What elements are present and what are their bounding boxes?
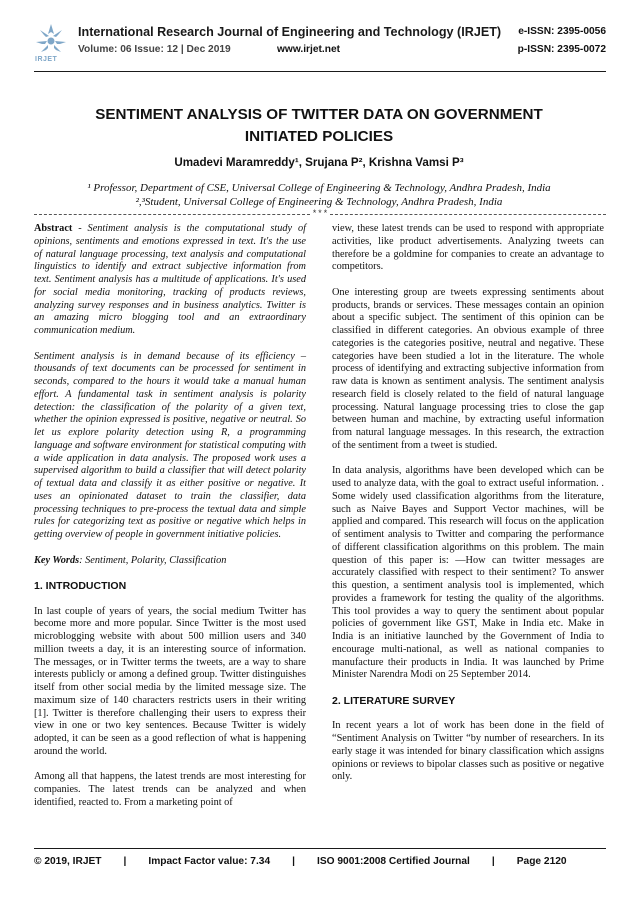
logo-wordmark: IRJET [35, 56, 58, 63]
abstract-paragraph [34, 223, 306, 338]
body-paragraph-2: One interesting group are tweets expressing sentiments about products, brands or services. These messages contain an opinion about a specific subject. The sentiment of this opinion can be classified in different categories. An obvious example of three categories is the categories positive, neutral and negative. These categories have been studied a lot in the literature. The whole process of identifying and extracting subjective information from raw data is known as sentiment analysis. The sentiment analysis research field is closely related to the field of natural language processing. Natural language processing tries to close the gap between human and machine, by extracting useful information from natural language messages. In this research, the extraction of the sentiment from a tweet is studied. [332, 286, 604, 451]
separator-dash-right [330, 214, 606, 215]
pissn: p-ISSN: 2395-0072 [517, 44, 606, 55]
footer-copyright: © 2019, IRJET [34, 856, 102, 867]
abstract-label: Abstract [34, 223, 73, 234]
footer-separator: | [491, 856, 495, 867]
keywords [34, 555, 306, 568]
footer-impact-factor: Impact Factor value: 7.34 [148, 856, 271, 867]
section-separator [34, 210, 606, 219]
right-column [332, 223, 604, 797]
body-paragraph-4: In recent years a lot of work has been done in the field of “Sentiment Analysis on Twitter “by number of researchers. In its early stage it was intended for binary classification which assigns opinions or reviews to bipolar classes such as positive or negative only. [332, 720, 604, 783]
keywords-text: : Sentiment, Polarity, Classification [79, 554, 227, 566]
abstract-paragraph-2: Sentiment analysis is in demand because of its efficiency – thousands of text documents can be processed for sentiment in seconds, compared to the hours it would take a manual human effort. A fundamental task in sentiment analysis is polarity detection: the classification of the polarity of a given text, whether the opinion expressed is positive, negative or neutral. So let us explore polarity detection using R, a programming language and software environment for statistical computing with a wide application in data analysis. The proposed work uses a supervised algorithm to build a classifier that will detect polarity of textual data and classify it as either positive or negative. It uses an opinionated dataset to train the classifier, data processing techniques to pre-process the textual data and simple rules for categorizing text as positive or negative which helps in getting overview of people in government initiative policies. [34, 350, 306, 540]
body-paragraph-3: In data analysis, algorithms have been developed which can be used to analyze data, with the goal to extract useful information. . Some widely used classification algorithms from the literature, such as Naive Bayes and Support Vector machines, will be applied and compared. This research will focus on the application of sentiment analysis to Twitter and comparing the performance of different classification algorithms on this problem. The main question of this paper is: —How can twitter messages are accurately classified with respect to their sentiment? To answer this question, a sentiment analysis tool is implemented, which provides a framework for testing the quality of the algorithms. This tool provides a way to query the sentiment about popular policies of government like GST, Make in India etc. Make in India is an initiative launched by the Government of India to encourage multi-national, as well as national companies to manufacture their products in India. It was launched by Prime Minister Narendra Modi on 25 September 2014. [332, 465, 604, 681]
footer-rule [34, 848, 606, 849]
paper-title-line1: SENTIMENT ANALYSIS OF TWITTER DATA ON GOVERNMENT [95, 106, 543, 123]
paper-title [40, 104, 598, 148]
intro-paragraph-1: In last couple of years of years, the social medium Twitter has become more and more popular. Since Twitter is the most used microblogging website with about 500 million users and 340 million tweets a day, it is an interesting source of information. The messages, or in Twitter terms the tweets, are a way to share interests publicly or among a defined group. Twitter distinguishes itself from other social media by the limited message size. The maximum size of 140 characters restricts users in their writing [1]. Twitter is therefore challenging their users to express their view in one or two key sentences. Because Twitter is widely adopted, it can be seen as a good reflection of what is happening around the world. [34, 605, 306, 757]
journal-header [34, 20, 606, 72]
page-footer [34, 856, 606, 867]
footer-separator: | [292, 856, 295, 867]
journal-title: International Research Journal of Engineering and Technology (IRJET) [78, 25, 502, 39]
paper-title-line2: INITIATED POLICIES [244, 128, 394, 145]
header-rule [34, 71, 606, 72]
paper-authors: Umadevi Maramreddy¹, Srujana P², Krishna Vamsi P³ [174, 156, 464, 169]
body-paragraph-1: view, these latest trends can be used to respond with appropriate activities, like product advertisements. Analyzing tweets can therefore be a goldmine for companies to create an advantage to competitors. [332, 223, 604, 273]
journal-website-link[interactable]: www.irjet.net [277, 44, 341, 55]
footer-page-number: Page 2120 [516, 856, 567, 867]
keywords-label: Key Words [34, 554, 80, 566]
eissn: e-ISSN: 2395-0056 [518, 26, 606, 37]
intro-paragraph-2: Among all that happens, the latest trends are most interesting for companies. The latest trends can be analyzed and when identified, reacted to. From a marketing point of [34, 771, 306, 808]
footer-separator: | [123, 856, 127, 867]
separator-stars: *** [311, 209, 329, 219]
left-column [34, 223, 306, 822]
volume-issue: Volume: 06 Issue: 12 | Dec 2019 [78, 44, 231, 55]
footer-iso: ISO 9001:2008 Certified Journal [317, 856, 470, 867]
section-heading-literature-survey: 2. LITERATURE SURVEY [332, 694, 456, 707]
affiliation-1: ¹ Professor, Department of CSE, Universal College of Engineering & Technology, Andhra Pradesh, India [87, 182, 551, 194]
affiliation-2: ²,³Student, Universal College of Engineering & Technology, Andhra Pradesh, India [135, 196, 503, 208]
separator-dash-left [34, 214, 310, 215]
abstract-text: - Sentiment analysis is the computational study of opinions, sentiments and emotions expressed in text. It's the use of natural language processing, text analysis and computational linguistics to identify and extract subjective information from text. Sentiment analysis has a multitude of applications. It's used for social media monitoring, tracking of products reviews, analyzing survey responses and in business analytics. Twitter is an amazing micro blogging tool and an extraordinary communication medium. [34, 223, 306, 336]
section-heading-introduction: 1. INTRODUCTION [34, 580, 127, 592]
